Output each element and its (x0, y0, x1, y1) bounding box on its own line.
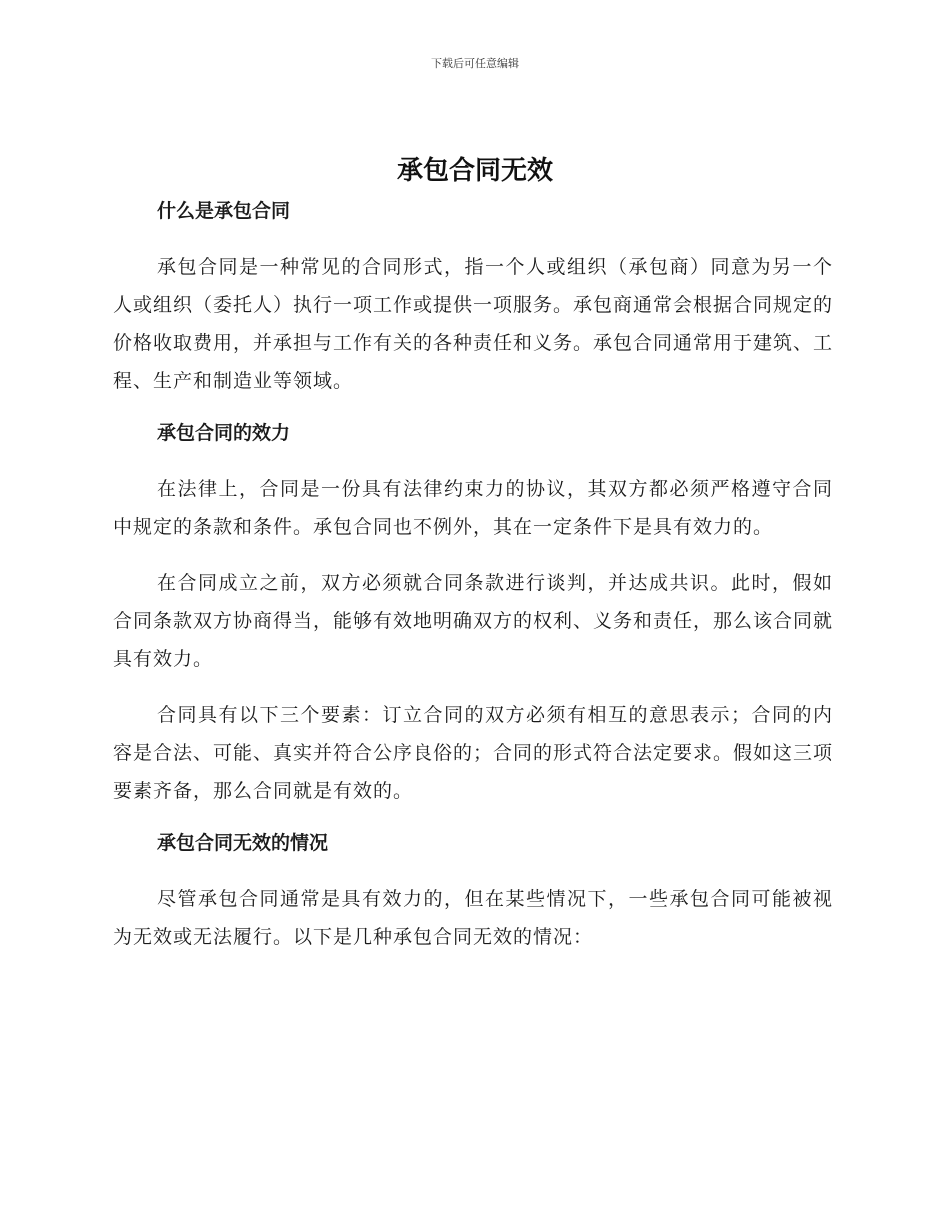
header-note: 下载后可任意编辑 (431, 57, 519, 70)
paragraph: 承包合同是一种常见的合同形式，指一个人或组织（承包商）同意为另一个人或组织（委托人）执行一项工作或提供一项服务。承包商通常会根据合同规定的价格收取费用，并承担与工作有关的各种责任和义务。承包合同通常用于建筑、工程、生产和制造业等领域。 (113, 256, 834, 392)
section-heading: 承包合同的效力 (157, 422, 291, 444)
paragraph: 合同具有以下三个要素：订立合同的双方必须有相互的意思表示；合同的内容是合法、可能、真实并符合公序良俗的；合同的形式符合法定要求。假如这三项要素齐备，那么合同就是有效的。 (113, 704, 834, 802)
section-heading: 承包合同无效的情况 (157, 832, 329, 854)
paragraph: 在法律上，合同是一份具有法律约束力的协议，其双方都必须严格遵守合同中规定的条款和条件。承包合同也不例外，其在一定条件下是具有效力的。 (113, 478, 833, 538)
page-title: 承包合同无效 (396, 156, 553, 186)
paragraph: 在合同成立之前，双方必须就合同条款进行谈判，并达成共识。此时，假如合同条款双方协商得当，能够有效地明确双方的权利、义务和责任，那么该合同就具有效力。 (113, 572, 834, 670)
section-heading: 什么是承包合同 (157, 200, 291, 222)
paragraph: 尽管承包合同通常是具有效力的，但在某些情况下，一些承包合同可能被视为无效或无法履行。以下是几种承包合同无效的情况： (113, 888, 833, 948)
document-body (113, 196, 833, 974)
